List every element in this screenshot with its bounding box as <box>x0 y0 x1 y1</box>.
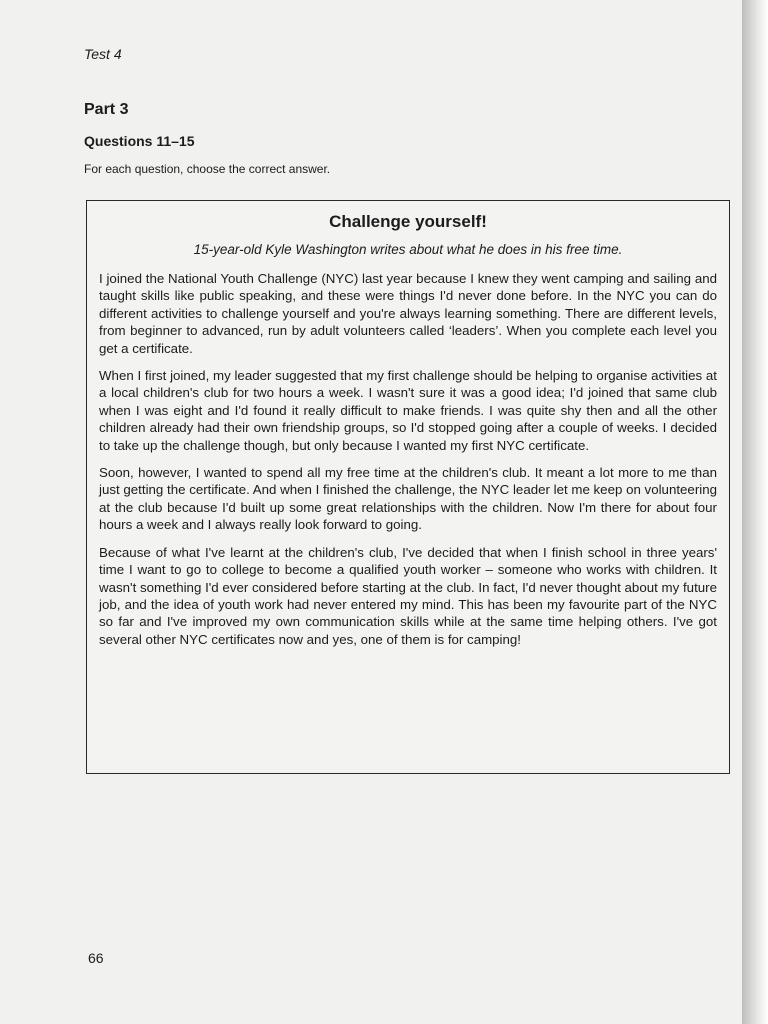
page-edge-shadow <box>742 0 768 1024</box>
part-title: Part 3 <box>84 101 129 118</box>
article-box <box>86 200 730 774</box>
instruction-text: For each question, choose the correct answer. <box>84 162 331 176</box>
article-title: Challenge yourself! <box>329 212 487 231</box>
article-subtitle: 15-year-old Kyle Washington writes about what he does in his free time. <box>193 242 623 257</box>
test-header: Test 4 <box>84 46 122 62</box>
article-paragraph-3: Soon, however, I wanted to spend all my free time at the children's club. It meant a lot more to me than just getting the certificate. And when I finished the challenge, the NYC leader let me keep on volunteering at the club because I'd built up some great relationships with the children. Now I'm there for about four hours a week and I always really look forward to going. <box>99 465 717 533</box>
page-number: 66 <box>88 950 104 966</box>
article-paragraph-2: When I first joined, my leader suggested that my first challenge should be helping to organise activities at a local children's club for two hours a week. I wasn't sure it was a good idea; I'd joined that same club when I was eight and I'd found it really difficult to make friends. I was quite shy then and all the other children already had their own friendship groups, so I'd stopped going after a couple of weeks. I decided to take up the challenge though, but only because I wanted my first NYC certificate. <box>99 368 717 453</box>
article-paragraph-4: Because of what I've learnt at the children's club, I've decided that when I finish school in three years' time I want to go to college to become a qualified youth worker – someone who works with children. It wasn't something I'd ever considered before starting at the club. In fact, I'd never thought about my future job, and the idea of youth work had never entered my mind. This has been my favourite part of the NYC so far and I've improved my own communication skills while at the same time helping others. I've got several other NYC certificates now and yes, one of them is for camping! <box>99 544 717 647</box>
questions-title: Questions 11–15 <box>84 133 195 149</box>
article-paragraph-1: I joined the National Youth Challenge (NYC) last year because I knew they went camping and sailing and taught skills like public speaking, and these were things I'd never done before. In the NYC you can do different activities to challenge yourself and you're always learning something. There are different levels, from beginner to advanced, run by adult volunteers called ‘leaders’. When you complete each level you get a certificate. <box>99 271 717 356</box>
